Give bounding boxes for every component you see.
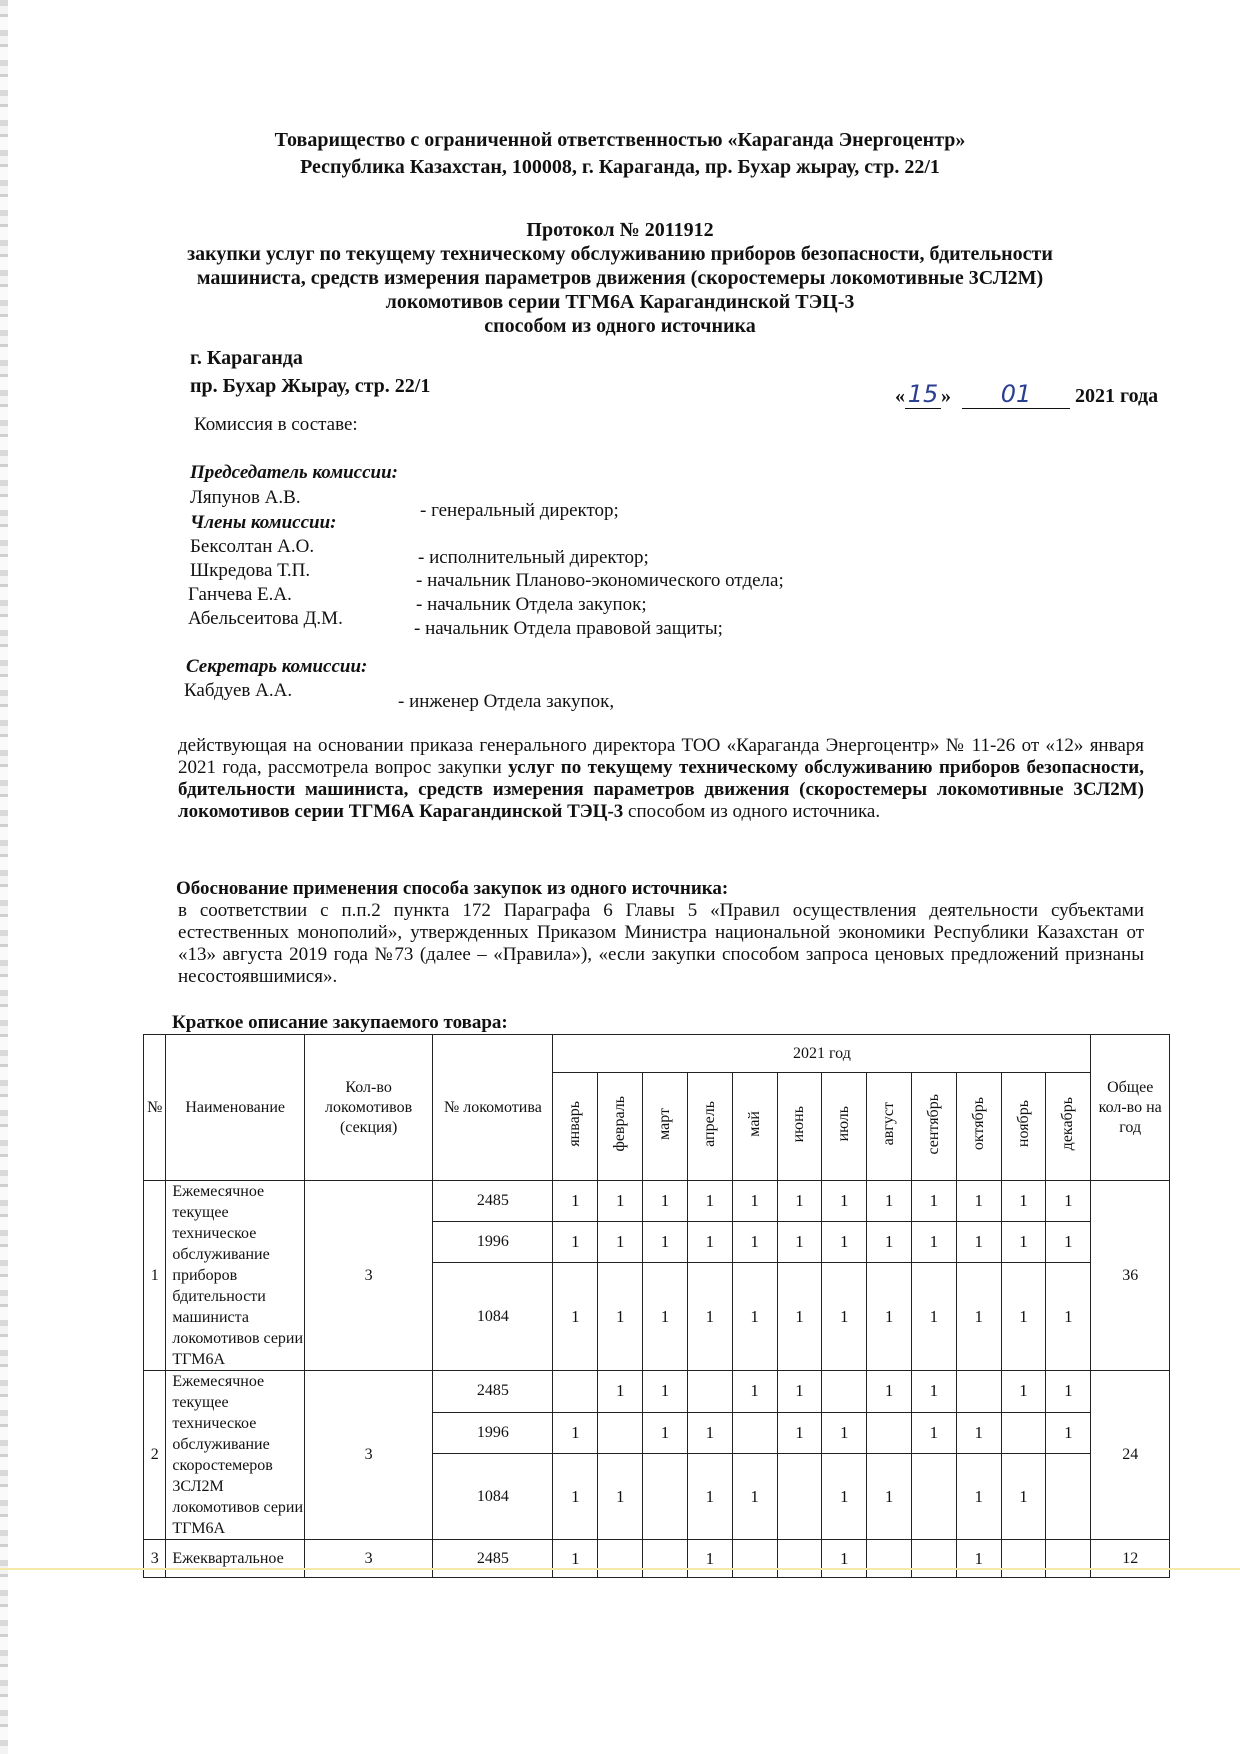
month-mark: 1 bbox=[732, 1222, 777, 1263]
month-header bbox=[777, 1073, 822, 1181]
month-mark: 1 bbox=[598, 1263, 643, 1371]
row-number: 2 bbox=[144, 1371, 166, 1540]
month-mark: 1 bbox=[956, 1222, 1001, 1263]
month-label: апрель bbox=[700, 1101, 718, 1147]
month-mark bbox=[777, 1540, 822, 1578]
month-mark: 1 bbox=[911, 1222, 956, 1263]
members-heading: Члены комиссии: bbox=[190, 512, 337, 533]
col-header-qty: Кол-во локомотивов (секция) bbox=[304, 1035, 432, 1181]
service-name: Ежемесячное текущее техническое обслуживание скоростемеров 3СЛ2М локомотивов серии ТГМ6А bbox=[166, 1371, 305, 1540]
locomotive-number: 2485 bbox=[433, 1371, 553, 1413]
month-mark: 1 bbox=[598, 1371, 643, 1413]
table-heading: Краткое описание закупаемого товара: bbox=[172, 1012, 508, 1033]
month-mark: 1 bbox=[687, 1454, 732, 1540]
chair-name: Ляпунов А.В. bbox=[190, 487, 301, 508]
month-label: февраль bbox=[611, 1096, 629, 1152]
secretary-name: Кабдуев А.А. bbox=[184, 680, 293, 701]
month-label: декабрь bbox=[1059, 1097, 1077, 1151]
month-mark bbox=[732, 1540, 777, 1578]
annual-total: 24 bbox=[1091, 1371, 1170, 1540]
month-mark bbox=[777, 1454, 822, 1540]
service-name: Ежеквартальное bbox=[166, 1540, 305, 1578]
month-mark: 1 bbox=[1046, 1371, 1091, 1413]
month-mark: 1 bbox=[1001, 1222, 1046, 1263]
month-mark bbox=[867, 1412, 912, 1454]
secretary-role: - инженер Отдела закупок, bbox=[398, 691, 615, 712]
month-mark: 1 bbox=[822, 1412, 867, 1454]
month-mark: 1 bbox=[1001, 1371, 1046, 1413]
org-address: Республика Казахстан, 100008, г. Караганда, пр. Бухар жырау, стр. 22/1 bbox=[300, 156, 940, 178]
month-mark: 1 bbox=[1046, 1263, 1091, 1371]
decision-text-a: действующая на основании приказа генерального директора ТОО «Караганда Энергоцентр» № 11-26 от «12» января 2021 года, рассмотрела вопрос закупки bbox=[178, 735, 1144, 778]
month-label: июль bbox=[835, 1106, 853, 1142]
chair-role: - генеральный директор; bbox=[420, 500, 619, 521]
month-mark: 1 bbox=[777, 1181, 822, 1222]
month-mark: 1 bbox=[553, 1540, 598, 1578]
month-mark: 1 bbox=[553, 1263, 598, 1371]
month-mark bbox=[911, 1454, 956, 1540]
month-mark: 1 bbox=[867, 1181, 912, 1222]
col-header-loco: № локомотива bbox=[433, 1035, 553, 1181]
month-mark: 1 bbox=[1046, 1222, 1091, 1263]
locomotive-quantity: 3 bbox=[304, 1540, 432, 1578]
month-mark: 1 bbox=[911, 1263, 956, 1371]
protocol-date bbox=[895, 380, 1158, 409]
month-mark: 1 bbox=[777, 1222, 822, 1263]
member-role: - начальник Планово-экономического отдела; bbox=[416, 570, 784, 591]
month-mark: 1 bbox=[777, 1371, 822, 1413]
month-mark: 1 bbox=[598, 1454, 643, 1540]
col-header-year: 2021 год bbox=[553, 1035, 1091, 1073]
member-name: Ганчева Е.А. bbox=[188, 584, 292, 605]
member-name: Шкредова Т.П. bbox=[190, 560, 311, 581]
locomotive-number: 1996 bbox=[433, 1412, 553, 1454]
row-number: 3 bbox=[144, 1540, 166, 1578]
month-mark bbox=[1001, 1412, 1046, 1454]
decision-paragraph bbox=[178, 735, 1144, 823]
member-name: Абельсеитова Д.М. bbox=[188, 608, 343, 629]
service-name: Ежемесячное текущее техническое обслуживание приборов бдительности машиниста локомотивов серии ТГМ6А bbox=[166, 1181, 305, 1371]
month-mark: 1 bbox=[643, 1222, 688, 1263]
month-mark: 1 bbox=[867, 1222, 912, 1263]
locomotive-number: 2485 bbox=[433, 1540, 553, 1578]
month-mark: 1 bbox=[732, 1371, 777, 1413]
month-mark: 1 bbox=[643, 1181, 688, 1222]
month-mark bbox=[911, 1540, 956, 1578]
month-mark: 1 bbox=[956, 1412, 1001, 1454]
month-header bbox=[598, 1073, 643, 1181]
address: пр. Бухар Жырау, стр. 22/1 bbox=[190, 375, 431, 397]
month-mark: 1 bbox=[956, 1454, 1001, 1540]
month-header bbox=[643, 1073, 688, 1181]
month-mark: 1 bbox=[598, 1222, 643, 1263]
date-day: 15 bbox=[907, 380, 939, 408]
month-header bbox=[732, 1073, 777, 1181]
month-mark: 1 bbox=[687, 1540, 732, 1578]
annual-total: 36 bbox=[1091, 1181, 1170, 1371]
month-header bbox=[956, 1073, 1001, 1181]
month-mark: 1 bbox=[1001, 1263, 1046, 1371]
month-mark bbox=[732, 1412, 777, 1454]
month-mark bbox=[643, 1454, 688, 1540]
table-row bbox=[144, 1181, 1170, 1222]
protocol-subject-line1: закупки услуг по текущему техническому обслуживанию приборов безопасности, бдительности bbox=[187, 243, 1053, 265]
month-mark: 1 bbox=[643, 1263, 688, 1371]
protocol-subject-line4: способом из одного источника bbox=[484, 315, 756, 337]
month-mark: 1 bbox=[643, 1412, 688, 1454]
locomotive-number: 1996 bbox=[433, 1222, 553, 1263]
month-header bbox=[687, 1073, 732, 1181]
month-mark: 1 bbox=[956, 1181, 1001, 1222]
month-header bbox=[1001, 1073, 1046, 1181]
protocol-subject-line2: машиниста, средств измерения параметров движения (скоростемеры локомотивные 3СЛ2М) bbox=[196, 267, 1044, 289]
col-header-total: Общее кол-во на год bbox=[1091, 1035, 1170, 1181]
month-mark: 1 bbox=[911, 1181, 956, 1222]
month-mark bbox=[643, 1540, 688, 1578]
month-label: май bbox=[745, 1111, 763, 1137]
month-mark: 1 bbox=[553, 1454, 598, 1540]
member-role: - начальник Отдела правовой защиты; bbox=[414, 618, 723, 639]
month-mark: 1 bbox=[1001, 1454, 1046, 1540]
month-label: август bbox=[880, 1102, 898, 1146]
locomotive-number: 1084 bbox=[433, 1263, 553, 1371]
month-mark: 1 bbox=[822, 1540, 867, 1578]
month-header bbox=[911, 1073, 956, 1181]
member-name: Бексолтан А.О. bbox=[190, 536, 315, 557]
month-mark: 1 bbox=[777, 1412, 822, 1454]
org-name: Товарищество с ограниченной ответственностью «Караганда Энергоцентр» bbox=[274, 129, 966, 151]
table-body bbox=[144, 1181, 1170, 1578]
month-mark: 1 bbox=[732, 1263, 777, 1371]
month-header bbox=[822, 1073, 867, 1181]
member-role: - исполнительный директор; bbox=[418, 547, 649, 568]
col-header-name: Наименование bbox=[166, 1035, 305, 1181]
month-header bbox=[553, 1073, 598, 1181]
protocol-number: Протокол № 2011912 bbox=[526, 219, 714, 241]
month-mark bbox=[822, 1371, 867, 1413]
date-year: 2021 года bbox=[1075, 385, 1159, 407]
decision-subject: услуг по текущему техническому обслуживанию приборов безопасности, бдительности машиниста, средств измерения параметров движения (скоростемеры локомотивные 3СЛ2М) локомотивов серии ТГМ6А Карагандинской ТЭЦ-3 bbox=[178, 757, 1144, 822]
month-mark bbox=[1001, 1540, 1046, 1578]
month-mark: 1 bbox=[956, 1263, 1001, 1371]
row-number: 1 bbox=[144, 1181, 166, 1371]
month-mark: 1 bbox=[687, 1222, 732, 1263]
month-mark: 1 bbox=[553, 1181, 598, 1222]
month-mark: 1 bbox=[867, 1263, 912, 1371]
month-mark: 1 bbox=[687, 1181, 732, 1222]
commission-intro: Комиссия в составе: bbox=[194, 414, 358, 435]
city: г. Караганда bbox=[190, 347, 303, 369]
month-mark: 1 bbox=[911, 1371, 956, 1413]
annual-total: 12 bbox=[1091, 1540, 1170, 1578]
month-mark: 1 bbox=[867, 1454, 912, 1540]
month-label: ноябрь bbox=[1014, 1100, 1032, 1148]
locomotive-number: 1084 bbox=[433, 1454, 553, 1540]
month-mark: 1 bbox=[1046, 1181, 1091, 1222]
locomotive-quantity: 3 bbox=[304, 1181, 432, 1371]
month-mark: 1 bbox=[643, 1371, 688, 1413]
procurement-table bbox=[143, 1034, 1170, 1578]
month-mark: 1 bbox=[598, 1181, 643, 1222]
member-role: - начальник Отдела закупок; bbox=[416, 594, 647, 615]
month-mark: 1 bbox=[956, 1540, 1001, 1578]
month-mark: 1 bbox=[553, 1222, 598, 1263]
month-mark: 1 bbox=[553, 1412, 598, 1454]
month-mark: 1 bbox=[732, 1454, 777, 1540]
month-mark: 1 bbox=[732, 1181, 777, 1222]
month-label: март bbox=[656, 1108, 674, 1140]
table-row bbox=[144, 1371, 1170, 1413]
month-mark: 1 bbox=[687, 1263, 732, 1371]
month-mark: 1 bbox=[911, 1412, 956, 1454]
date-month-field bbox=[962, 380, 1070, 409]
date-month: 01 bbox=[1000, 380, 1032, 408]
protocol-subject-line3: локомотивов серии ТГМ6А Карагандинской ТЭЦ-3 bbox=[385, 291, 855, 313]
month-mark: 1 bbox=[867, 1371, 912, 1413]
justification-heading: Обоснование применения способа закупок из одного источника: bbox=[176, 878, 729, 899]
month-label: сентябрь bbox=[924, 1093, 942, 1155]
month-mark: 1 bbox=[777, 1263, 822, 1371]
month-mark: 1 bbox=[822, 1222, 867, 1263]
month-label: январь bbox=[566, 1101, 584, 1147]
month-mark: 1 bbox=[687, 1412, 732, 1454]
chair-heading: Председатель комиссии: bbox=[190, 462, 398, 483]
scan-fold-line bbox=[0, 1568, 1240, 1570]
justification-text: в соответствии с п.п.2 пункта 172 Параграфа 6 Главы 5 «Правил осуществления деятельности субъектами естественных монополий», утвержденных Приказом Министра национальной экономики Республики Казахстан от «13» августа 2019 года №73 (далее – «Правила»), «если закупки способом запроса ценовых предложений признаны несостоявшимися». bbox=[178, 900, 1144, 987]
month-mark: 1 bbox=[822, 1454, 867, 1540]
month-mark bbox=[553, 1371, 598, 1413]
date-day-field bbox=[905, 380, 941, 409]
decision-text-c: способом из одного источника. bbox=[623, 801, 881, 822]
month-label: июнь bbox=[790, 1105, 808, 1143]
col-header-num: № bbox=[144, 1035, 166, 1181]
month-header bbox=[867, 1073, 912, 1181]
month-mark bbox=[687, 1371, 732, 1413]
month-mark: 1 bbox=[1046, 1412, 1091, 1454]
month-mark: 1 bbox=[822, 1263, 867, 1371]
table-row bbox=[144, 1540, 1170, 1578]
month-mark bbox=[867, 1540, 912, 1578]
date-open-quote: « bbox=[895, 385, 905, 407]
month-mark bbox=[956, 1371, 1001, 1413]
secretary-heading: Секретарь комиссии: bbox=[186, 656, 368, 677]
month-mark: 1 bbox=[822, 1181, 867, 1222]
month-mark bbox=[598, 1540, 643, 1578]
month-mark bbox=[598, 1412, 643, 1454]
month-mark: 1 bbox=[1001, 1181, 1046, 1222]
month-mark bbox=[1046, 1454, 1091, 1540]
locomotive-number: 2485 bbox=[433, 1181, 553, 1222]
locomotive-quantity: 3 bbox=[304, 1371, 432, 1540]
month-label: октябрь bbox=[969, 1097, 987, 1151]
month-header bbox=[1046, 1073, 1091, 1181]
date-close-quote: » bbox=[941, 385, 951, 407]
month-mark bbox=[1046, 1540, 1091, 1578]
